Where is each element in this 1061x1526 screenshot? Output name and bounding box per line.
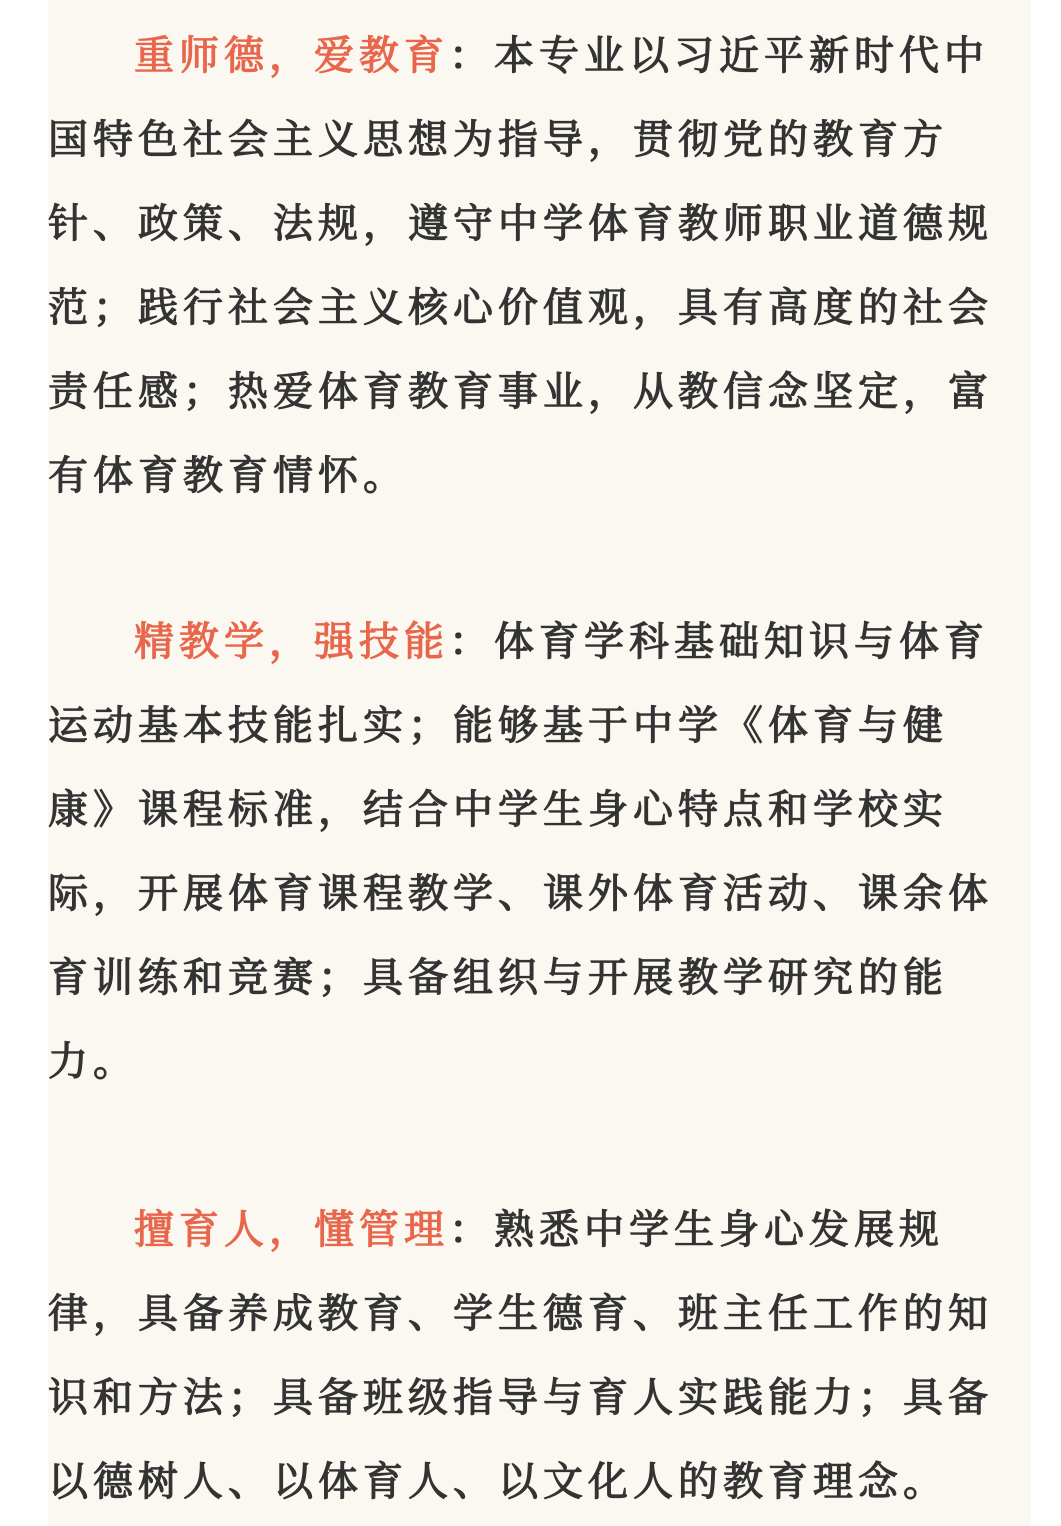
paragraph-line: 律，具备养成教育、学生德育、班主任工作的知 [48, 1291, 993, 1337]
paragraph-line: 责任感；热爱体育教育事业，从教信念坚定，富 [48, 369, 993, 415]
heading-colon: ： [449, 33, 494, 79]
document-page [48, 0, 1031, 1526]
paragraph-line: 力。 [48, 1039, 138, 1085]
section-education-management [48, 1188, 993, 1524]
paragraph-line: 范；践行社会主义核心价值观，具有高度的社会 [48, 285, 993, 331]
section-teaching-skills [48, 600, 993, 1104]
heading-colon: ： [449, 619, 494, 665]
paragraph-line: 针、政策、法规，遵守中学体育教师职业道德规 [48, 201, 993, 247]
section-first-line [48, 1188, 993, 1272]
paragraph-line: 际，开展体育课程教学、课外体育活动、课余体 [48, 871, 993, 917]
paragraph-line: 育训练和竞赛；具备组织与开展教学研究的能 [48, 955, 948, 1001]
section-first-line [48, 14, 993, 98]
paragraph-line: 以德树人、以体育人、以文化人的教育理念。 [48, 1459, 948, 1505]
paragraph-text: 本专业以习近平新时代中 [494, 33, 989, 79]
section-moral-education [48, 14, 993, 518]
paragraph-line: 有体育教育情怀。 [48, 453, 408, 499]
paragraph-line: 识和方法；具备班级指导与育人实践能力；具备 [48, 1375, 993, 1421]
heading-colon: ： [449, 1207, 494, 1253]
section-heading: 重师德，爱教育 [134, 33, 449, 79]
paragraph-text: 体育学科基础知识与体育 [494, 619, 989, 665]
paragraph-line: 国特色社会主义思想为指导，贯彻党的教育方 [48, 117, 948, 163]
section-heading: 擅育人，懂管理 [134, 1207, 449, 1253]
section-heading: 精教学，强技能 [134, 619, 449, 665]
paragraph-text: 熟悉中学生身心发展规 [494, 1207, 944, 1253]
section-first-line [48, 600, 993, 684]
paragraph-line: 康》课程标准，结合中学生身心特点和学校实 [48, 787, 948, 833]
paragraph-line: 运动基本技能扎实；能够基于中学《体育与健 [48, 703, 948, 749]
